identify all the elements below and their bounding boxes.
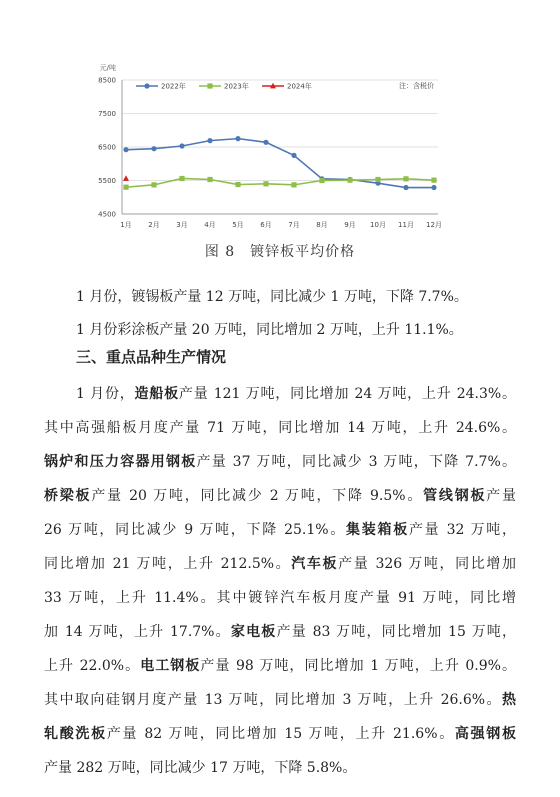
series-line-2 [126, 178, 434, 187]
data-point [123, 147, 128, 152]
y-tick-label: 5500 [98, 177, 116, 185]
y-tick-label: 6500 [98, 143, 116, 152]
figure-caption: 图 8 镀锌板平均价格 [204, 244, 356, 260]
data-point [263, 140, 268, 145]
data-point [151, 182, 156, 187]
x-tick-label: 9月 [344, 221, 356, 229]
data-point [403, 176, 408, 181]
data-point [235, 136, 240, 141]
data-point [123, 175, 129, 181]
y-tick-label: 7500 [98, 110, 116, 118]
body-line-2: 其中高强船板月度产量 71 万吨，同比增加 14 万吨，上升 24.6%。 [44, 420, 516, 436]
data-point [375, 177, 380, 182]
legend-marker-1 [144, 83, 149, 88]
paragraph-tinplate: 1 月份，镀锡板产量 12 万吨，同比减少 1 万吨，下降 7.7%。 [76, 289, 468, 305]
legend-marker-2 [207, 83, 212, 88]
body-line-3: 锅炉和压力容器用钢板产量 37 万吨，同比减少 3 万吨，下降 7.7%。 [44, 454, 516, 470]
data-point [179, 143, 184, 148]
x-tick-label: 3月 [176, 221, 188, 229]
x-tick-label: 5月 [232, 221, 244, 229]
data-point [431, 178, 436, 183]
x-tick-label: 6月 [260, 221, 272, 229]
x-tick-label: 1月 [120, 221, 132, 229]
x-tick-label: 11月 [398, 221, 414, 229]
y-tick-label: 4500 [98, 210, 116, 219]
chart-note: 注：含税价 [399, 82, 434, 90]
data-point [179, 176, 184, 181]
x-tick-label: 2月 [148, 221, 160, 229]
data-point [431, 185, 436, 190]
body-line-6: 同比增加 21 万吨，上升 212.5%。汽车板产量 326 万吨，同比增加 [44, 556, 517, 572]
data-point [235, 182, 240, 187]
data-point [347, 178, 352, 183]
body-line-10: 其中取向硅钢月度产量 13 万吨，同比增加 3 万吨，上升 26.6%。热 [44, 692, 516, 708]
body-line-1: 1 月份，造船板产量 121 万吨，同比增加 24 万吨，上升 24.3%。 [76, 386, 517, 402]
data-point [207, 177, 212, 182]
x-tick-label: 12月 [426, 221, 442, 229]
section-heading: 三、重点品种生产情况 [76, 348, 227, 366]
data-point [403, 185, 408, 190]
body-line-7: 33 万吨，上升 11.4%。其中镀锌汽车板月度产量 91 万吨，同比增 [44, 590, 516, 606]
x-tick-label: 4月 [204, 221, 216, 229]
data-point [291, 182, 296, 187]
y-tick-label: 8500 [98, 76, 116, 85]
body-line-9: 上升 22.0%。电工钢板产量 98 万吨，同比增加 1 万吨，上升 0.9%。 [44, 658, 516, 674]
body-line-4: 桥梁板产量 20 万吨，同比减少 2 万吨，下降 9.5%。管线钢板产量 [44, 488, 517, 504]
x-tick-label: 10月 [370, 221, 386, 229]
data-point [151, 146, 156, 151]
data-point [123, 185, 128, 190]
price-line-chart [84, 58, 456, 240]
body-line-12: 产量 282 万吨，同比减少 17 万吨，下降 5.8%。 [44, 760, 357, 776]
data-point [319, 178, 324, 183]
data-point [263, 181, 268, 186]
body-line-8: 加 14 万吨，上升 17.7%。家电板产量 83 万吨，同比增加 15 万吨， [44, 624, 517, 640]
body-line-11: 轧酸洗板产量 82 万吨，同比增加 15 万吨，上升 21.6%。高强钢板 [44, 726, 517, 742]
y-axis-unit: 元/吨 [99, 64, 116, 72]
legend-label-2: 2023年 [224, 82, 249, 91]
body-line-5: 26 万吨，同比减少 9 万吨，下降 25.1%。集装箱板产量 32 万吨， [44, 522, 517, 538]
paragraph-color-coated: 1 月份彩涂板产量 20 万吨，同比增加 2 万吨，上升 11.1%。 [76, 322, 463, 338]
legend-label-1: 2022年 [161, 82, 186, 91]
data-point [207, 138, 212, 143]
x-tick-label: 7月 [288, 221, 300, 229]
x-tick-label: 8月 [316, 221, 328, 229]
legend-label-3: 2024年 [287, 82, 312, 91]
data-point [291, 153, 296, 158]
